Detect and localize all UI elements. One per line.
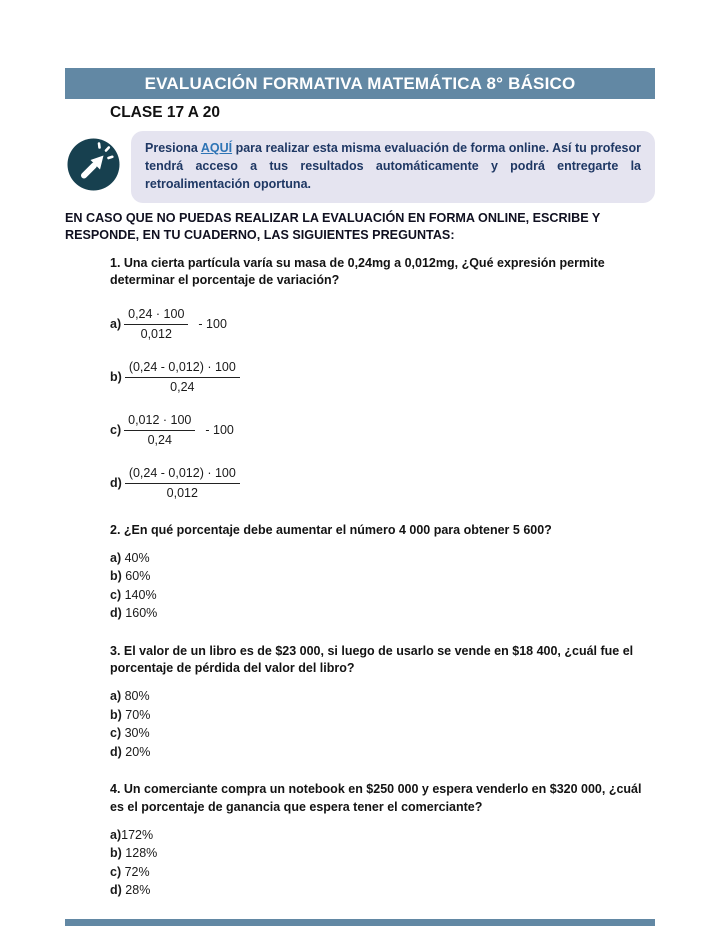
online-evaluation-link[interactable]: AQUÍ	[200, 141, 233, 155]
question-block	[110, 781, 655, 900]
option-value: 20%	[121, 744, 151, 759]
answer-option	[110, 412, 655, 449]
notice-text-after-link: para realizar esta misma evaluación de forma online. Así tu profesor tendrá acceso a tus resultados automáticamente y podrá entregarte la retroalimentación oportuna.	[145, 141, 641, 191]
answer-option	[110, 687, 655, 706]
options-list	[110, 687, 655, 761]
option-suffix: - 100	[198, 317, 227, 331]
fraction	[125, 465, 240, 502]
question-text: 4. Un comerciante compra un notebook en $250 000 y espera venderlo en $320 000, ¿cuál es el porcentaje de ganancia que espera tener el comerciante?	[110, 782, 642, 814]
option-value: 128%	[121, 846, 158, 861]
fraction-numerator: 0,012 · 100	[124, 412, 195, 431]
question-text: 1. Una cierta partícula varía su masa de 0,24mg a 0,012mg, ¿Qué expresión permite determinar el porcentaje de variación?	[110, 256, 605, 288]
options-list	[110, 826, 655, 900]
fraction	[125, 359, 240, 396]
fraction-denominator: 0,24	[147, 432, 172, 447]
answer-option	[110, 604, 655, 623]
answer-option	[110, 306, 655, 343]
answer-option	[110, 881, 655, 900]
option-value: 140%	[121, 587, 157, 602]
answer-option	[110, 724, 655, 743]
option-value: 72%	[121, 864, 150, 879]
option-label: a)	[110, 317, 122, 331]
option-label: d)	[110, 476, 122, 490]
option-label: c)	[110, 864, 122, 879]
option-label: d)	[110, 883, 122, 898]
answer-option	[110, 706, 655, 725]
option-value: 70%	[121, 707, 151, 722]
question-text: 2. ¿En qué porcentaje debe aumentar el número 4 000 para obtener 5 600?	[110, 522, 552, 537]
option-label: c)	[110, 726, 122, 741]
answer-option	[110, 826, 655, 845]
fraction-denominator: 0,012	[166, 485, 198, 500]
option-value: 80%	[121, 689, 150, 704]
question-block	[110, 255, 655, 502]
options-list	[110, 549, 655, 623]
option-value: 40%	[121, 550, 150, 565]
fraction-numerator: (0,24 - 0,012) · 100	[125, 465, 240, 484]
answer-option	[110, 359, 655, 396]
answer-option	[110, 549, 655, 568]
option-value: 172%	[121, 827, 154, 842]
question-text: 3. El valor de un libro es de $23 000, si luego de usarlo se vende en $18 400, ¿cuál fue el porcentaje de pérdida del valor del libro?	[110, 643, 634, 675]
page-title: EVALUACIÓN FORMATIVA MATEMÁTICA 8° BÁSICO	[144, 74, 576, 93]
option-label: a)	[110, 550, 122, 565]
footer-divider-bar	[65, 919, 655, 926]
answer-option	[110, 586, 655, 605]
option-label: b)	[110, 370, 122, 384]
answer-option	[110, 863, 655, 882]
answer-option	[110, 844, 655, 863]
option-label: a)	[110, 689, 122, 704]
click-cursor-icon	[66, 137, 121, 192]
option-value: 30%	[121, 726, 150, 741]
question-block	[110, 522, 655, 623]
fraction-numerator: 0,24 · 100	[124, 306, 188, 325]
option-label: b)	[110, 707, 122, 722]
option-label: d)	[110, 606, 122, 621]
fraction-denominator: 0,012	[140, 326, 172, 341]
fraction	[124, 412, 195, 449]
option-label: d)	[110, 744, 122, 759]
answer-option	[110, 567, 655, 586]
option-value: 60%	[121, 569, 151, 584]
option-label: c)	[110, 587, 122, 602]
option-label: b)	[110, 846, 122, 861]
option-label: c)	[110, 423, 122, 437]
online-evaluation-notice	[131, 131, 655, 203]
answer-option	[110, 465, 655, 502]
option-label: a)	[110, 827, 122, 842]
fraction	[124, 306, 188, 343]
notice-text-before-link: Presiona	[145, 141, 201, 155]
option-value: 28%	[121, 883, 151, 898]
answer-option	[110, 743, 655, 762]
questions-list	[110, 255, 655, 900]
option-value: 160%	[121, 606, 158, 621]
page-title-banner	[65, 68, 655, 99]
option-label: b)	[110, 569, 122, 584]
fraction-denominator: 0,24	[170, 379, 195, 394]
offline-instructions: EN CASO QUE NO PUEDAS REALIZAR LA EVALUACIÓN EN FORMA ONLINE, ESCRIBE Y RESPONDE, EN TU CUADERNO, LAS SIGUIENTES PREGUNTAS:	[65, 211, 601, 243]
option-suffix: - 100	[205, 423, 234, 437]
class-range-subtitle: CLASE 17 A 20	[110, 104, 220, 121]
fraction-numerator: (0,24 - 0,012) · 100	[125, 359, 240, 378]
question-block	[110, 643, 655, 762]
